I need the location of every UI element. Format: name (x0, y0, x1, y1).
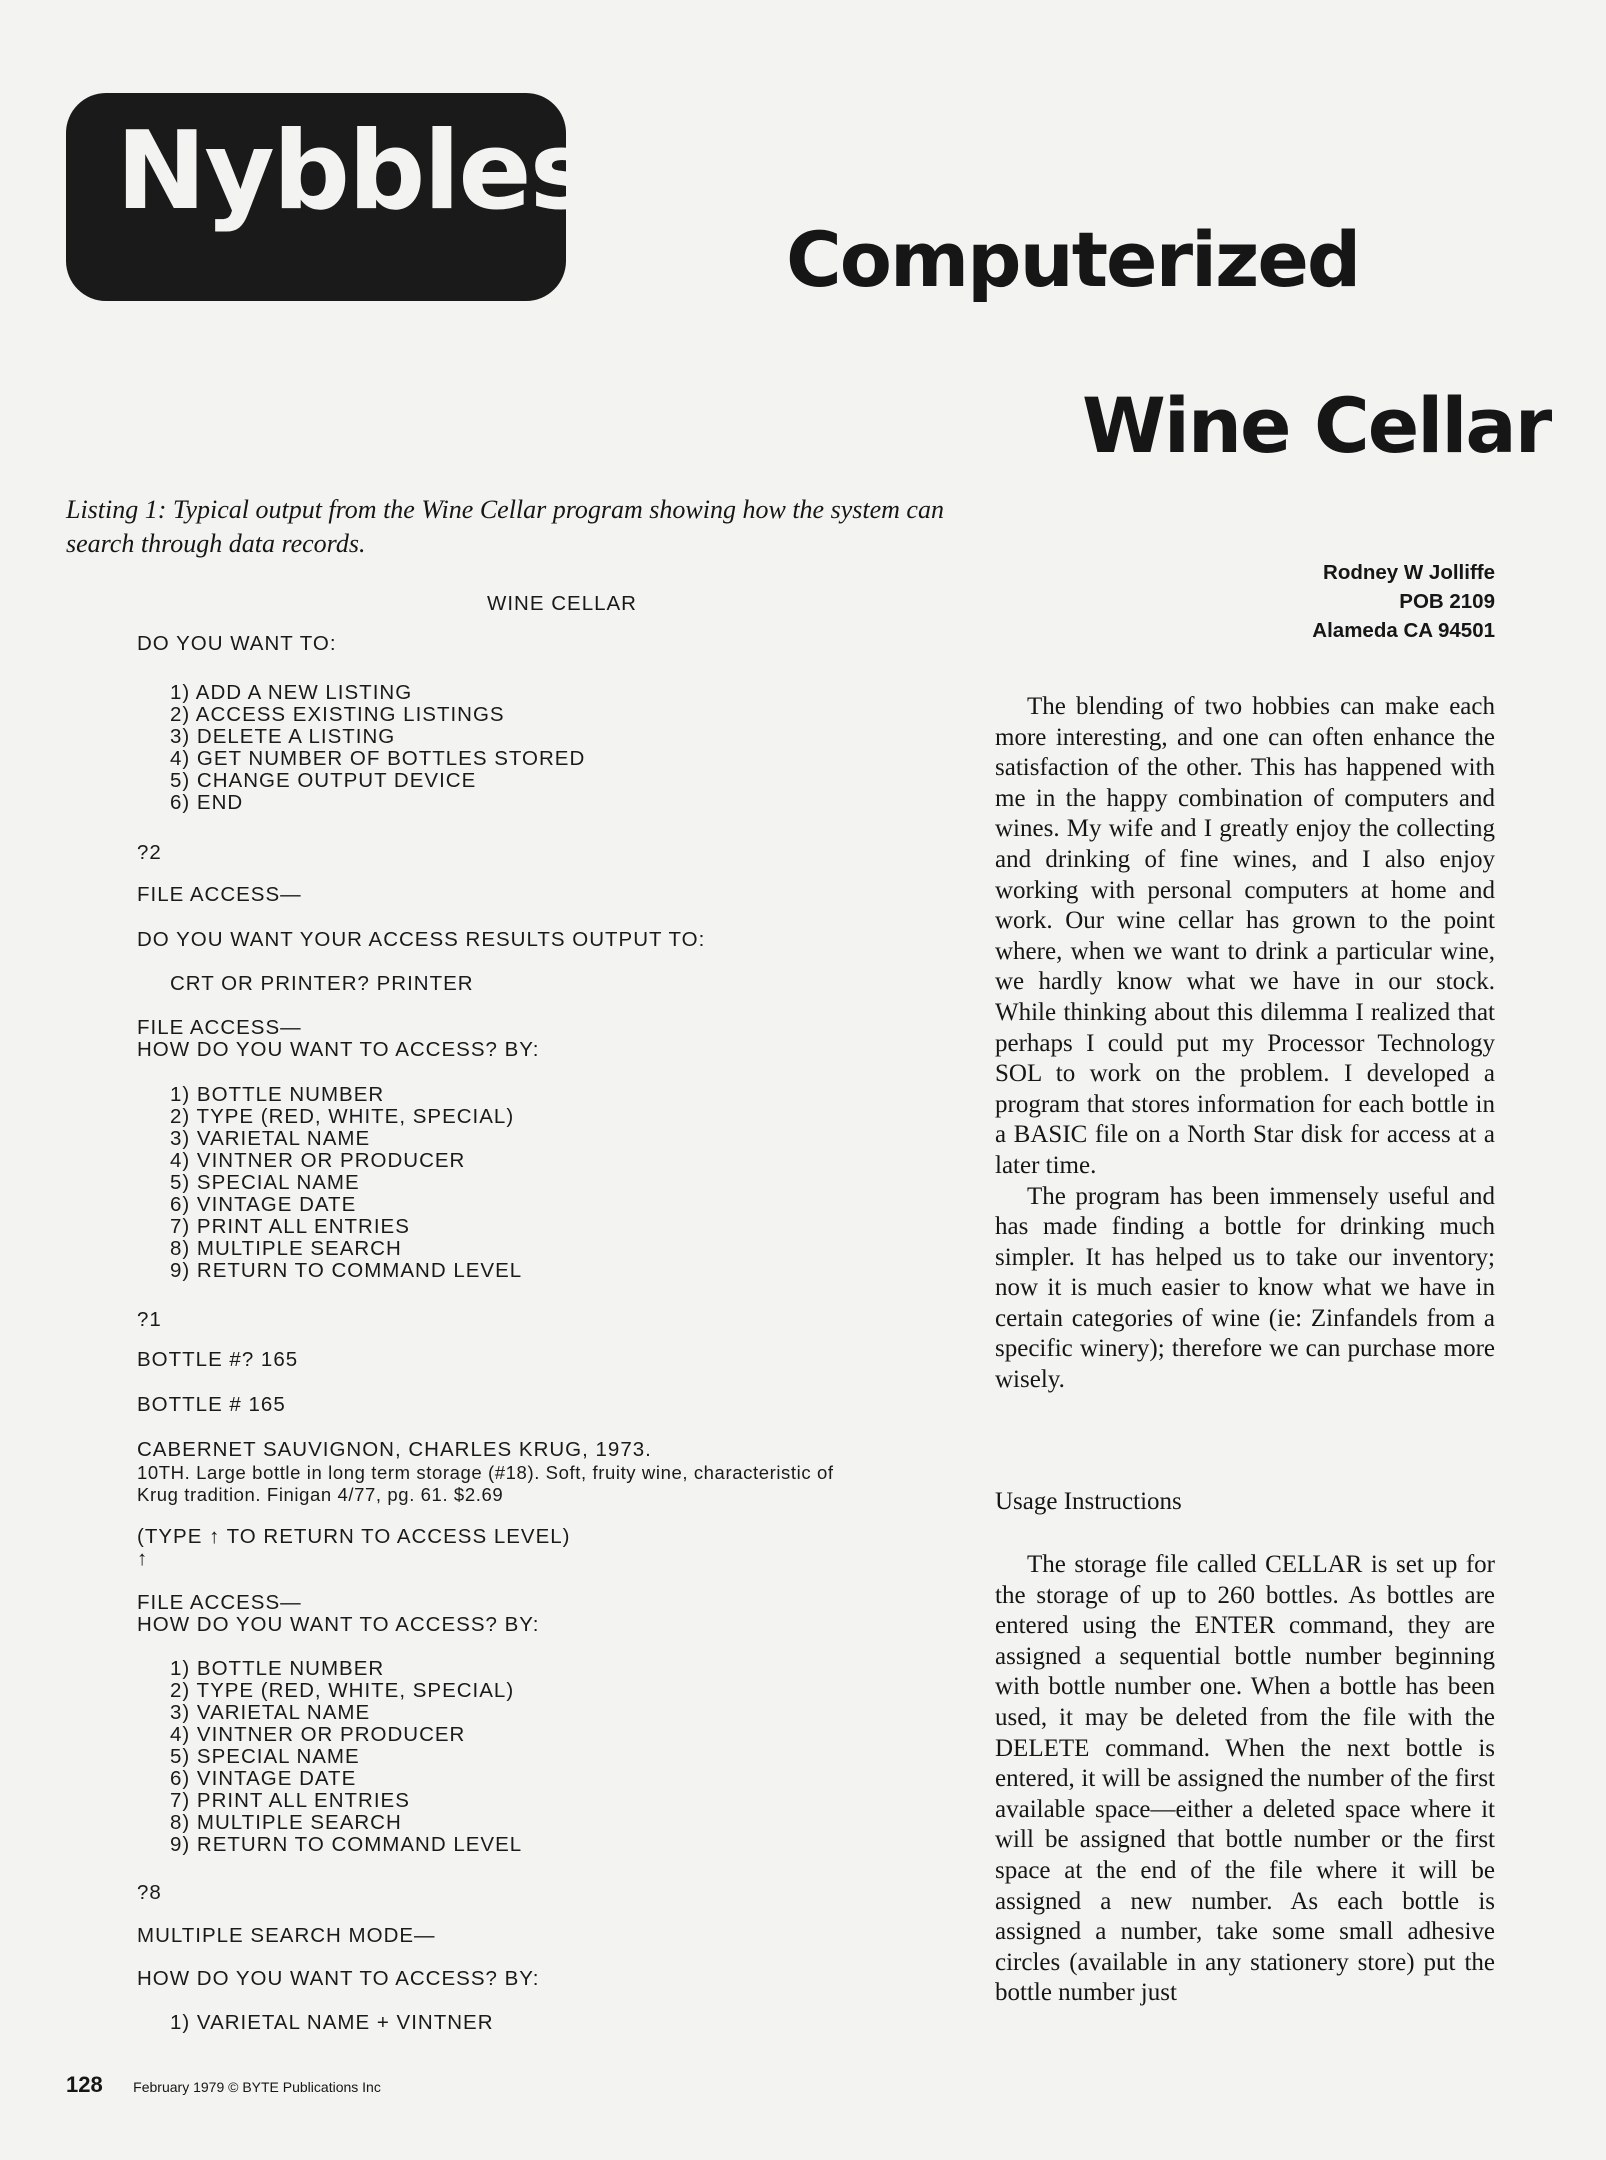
listing-line: 1) ADD A NEW LISTING (170, 681, 413, 704)
title-line-1: Computerized (786, 215, 1360, 304)
author-block (1190, 558, 1495, 645)
author-name: Rodney W Jolliffe (1323, 561, 1495, 584)
listing-line: HOW DO YOU WANT TO ACCESS? BY: (137, 1967, 540, 1990)
listing-line: 2) TYPE (RED, WHITE, SPECIAL) (170, 1105, 515, 1128)
page-footer (66, 2072, 381, 2098)
listing-line: 4) VINTNER OR PRODUCER (170, 1723, 466, 1746)
listing-line: 8) MULTIPLE SEARCH (170, 1811, 402, 1834)
listing-line: CABERNET SAUVIGNON, CHARLES KRUG, 1973. (137, 1438, 652, 1461)
listing-line: 1) VARIETAL NAME + VINTNER (170, 2011, 494, 2034)
listing-line: BOTTLE #? 165 (137, 1348, 299, 1371)
listing-line: 6) VINTAGE DATE (170, 1767, 357, 1790)
listing-line: DO YOU WANT YOUR ACCESS RESULTS OUTPUT TO: (137, 928, 706, 951)
listing-line: ?8 (137, 1881, 162, 1904)
listing-line: 7) PRINT ALL ENTRIES (170, 1789, 410, 1812)
listing-line: 3) DELETE A LISTING (170, 725, 396, 748)
listing-line: FILE ACCESS— (137, 1591, 302, 1614)
listing-line: HOW DO YOU WANT TO ACCESS? BY: (137, 1038, 540, 1061)
listing-line: ?1 (137, 1308, 162, 1331)
listing-line: 3) VARIETAL NAME (170, 1701, 371, 1724)
author-address-2: Alameda CA 94501 (1312, 619, 1495, 642)
listing-line: 10TH. Large bottle in long term storage (#18). Soft, fruity wine, characteristic of (137, 1462, 834, 1483)
listing-line: ?2 (137, 841, 162, 864)
listing-line: 6) END (170, 791, 244, 814)
listing-line: BOTTLE # 165 (137, 1393, 286, 1416)
paragraph: The program has been immensely useful and has made finding a bottle for drinking much simpler. It has helped us to take our inventory; now it is much easier to know what we have in certain categories of wine (ie: Zinfandels from a specific winery); therefore we can purchase more wisely. (995, 1182, 1495, 1394)
article-usage (995, 1550, 1495, 2009)
listing-caption: Listing 1: Typical output from the Wine Cellar program showing how the system can search through data records. (66, 495, 944, 558)
listing-line: 8) MULTIPLE SEARCH (170, 1237, 402, 1260)
page-number: 128 (66, 2072, 103, 2097)
listing-line: WINE CELLAR (487, 592, 637, 615)
listing-line: HOW DO YOU WANT TO ACCESS? BY: (137, 1613, 540, 1636)
listing-line: DO YOU WANT TO: (137, 632, 337, 655)
listing-line: 2) TYPE (RED, WHITE, SPECIAL) (170, 1679, 515, 1702)
article-intro (995, 692, 1495, 1396)
listing-line: FILE ACCESS— (137, 883, 302, 906)
listing-line: 5) SPECIAL NAME (170, 1171, 360, 1194)
listing-line: 7) PRINT ALL ENTRIES (170, 1215, 410, 1238)
title-line-2: Wine Cellar (1082, 381, 1551, 470)
listing-line: (TYPE ↑ TO RETURN TO ACCESS LEVEL) (137, 1525, 571, 1548)
listing-line: 5) SPECIAL NAME (170, 1745, 360, 1768)
section-heading: Usage Instructions (995, 1488, 1182, 1515)
listing-line: FILE ACCESS— (137, 1016, 302, 1039)
listing-line: 9) RETURN TO COMMAND LEVEL (170, 1833, 523, 1856)
listing-line: Krug tradition. Finigan 4/77, pg. 61. $2.69 (137, 1484, 504, 1505)
listing-line: 4) GET NUMBER OF BOTTLES STORED (170, 747, 586, 770)
paragraph: The blending of two hobbies can make each more interesting, and one can often enhance the satisfaction of the other. This has happened with me in the happy combination of computers and wines. My wife and I greatly enjoy the collecting and drinking of fine wines, and I also enjoy working with personal computers at home and work. Our wine cellar has grown to the point where, when we want to drink a particular wine, we hardly know what we have in our stock. While thinking about this dilemma I realized that perhaps I could put my Processor Technology SOL to work on the problem. I developed a program that stores information for each bottle in a BASIC file on a North Star disk for access at a later time. (995, 693, 1495, 1179)
listing-line: ↑ (137, 1547, 149, 1570)
listing-line: 1) BOTTLE NUMBER (170, 1657, 385, 1680)
listing-line: 9) RETURN TO COMMAND LEVEL (170, 1259, 523, 1282)
listing-line: CRT OR PRINTER? PRINTER (170, 972, 474, 995)
listing-line: 4) VINTNER OR PRODUCER (170, 1149, 466, 1172)
listing-line: 1) BOTTLE NUMBER (170, 1083, 385, 1106)
listing-line: 2) ACCESS EXISTING LISTINGS (170, 703, 505, 726)
logo-text: Nybbles (116, 109, 592, 234)
listing-line: 6) VINTAGE DATE (170, 1193, 357, 1216)
author-address-1: POB 2109 (1399, 590, 1495, 613)
listing-line: MULTIPLE SEARCH MODE— (137, 1924, 436, 1947)
paragraph: The storage file called CELLAR is set up for the storage of up to 260 bottles. As bottles are entered using the ENTER command, they are assigned a sequential bottle number beginning with bottle number one. When a bottle has been used, it may be deleted from the file with the DELETE command. When the next bottle is entered, it will be assigned the number of the first available space—either a deleted space where it will be assigned that bottle number or the first space at the end of the file where it will be assigned a new number. As each bottle is assigned a number, take some small adhesive circles (available in any stationery store) put the bottle number just (995, 1551, 1495, 2007)
listing-line: 5) CHANGE OUTPUT DEVICE (170, 769, 477, 792)
listing-line: 3) VARIETAL NAME (170, 1127, 371, 1150)
footer-credit: February 1979 © BYTE Publications Inc (133, 2079, 381, 2095)
